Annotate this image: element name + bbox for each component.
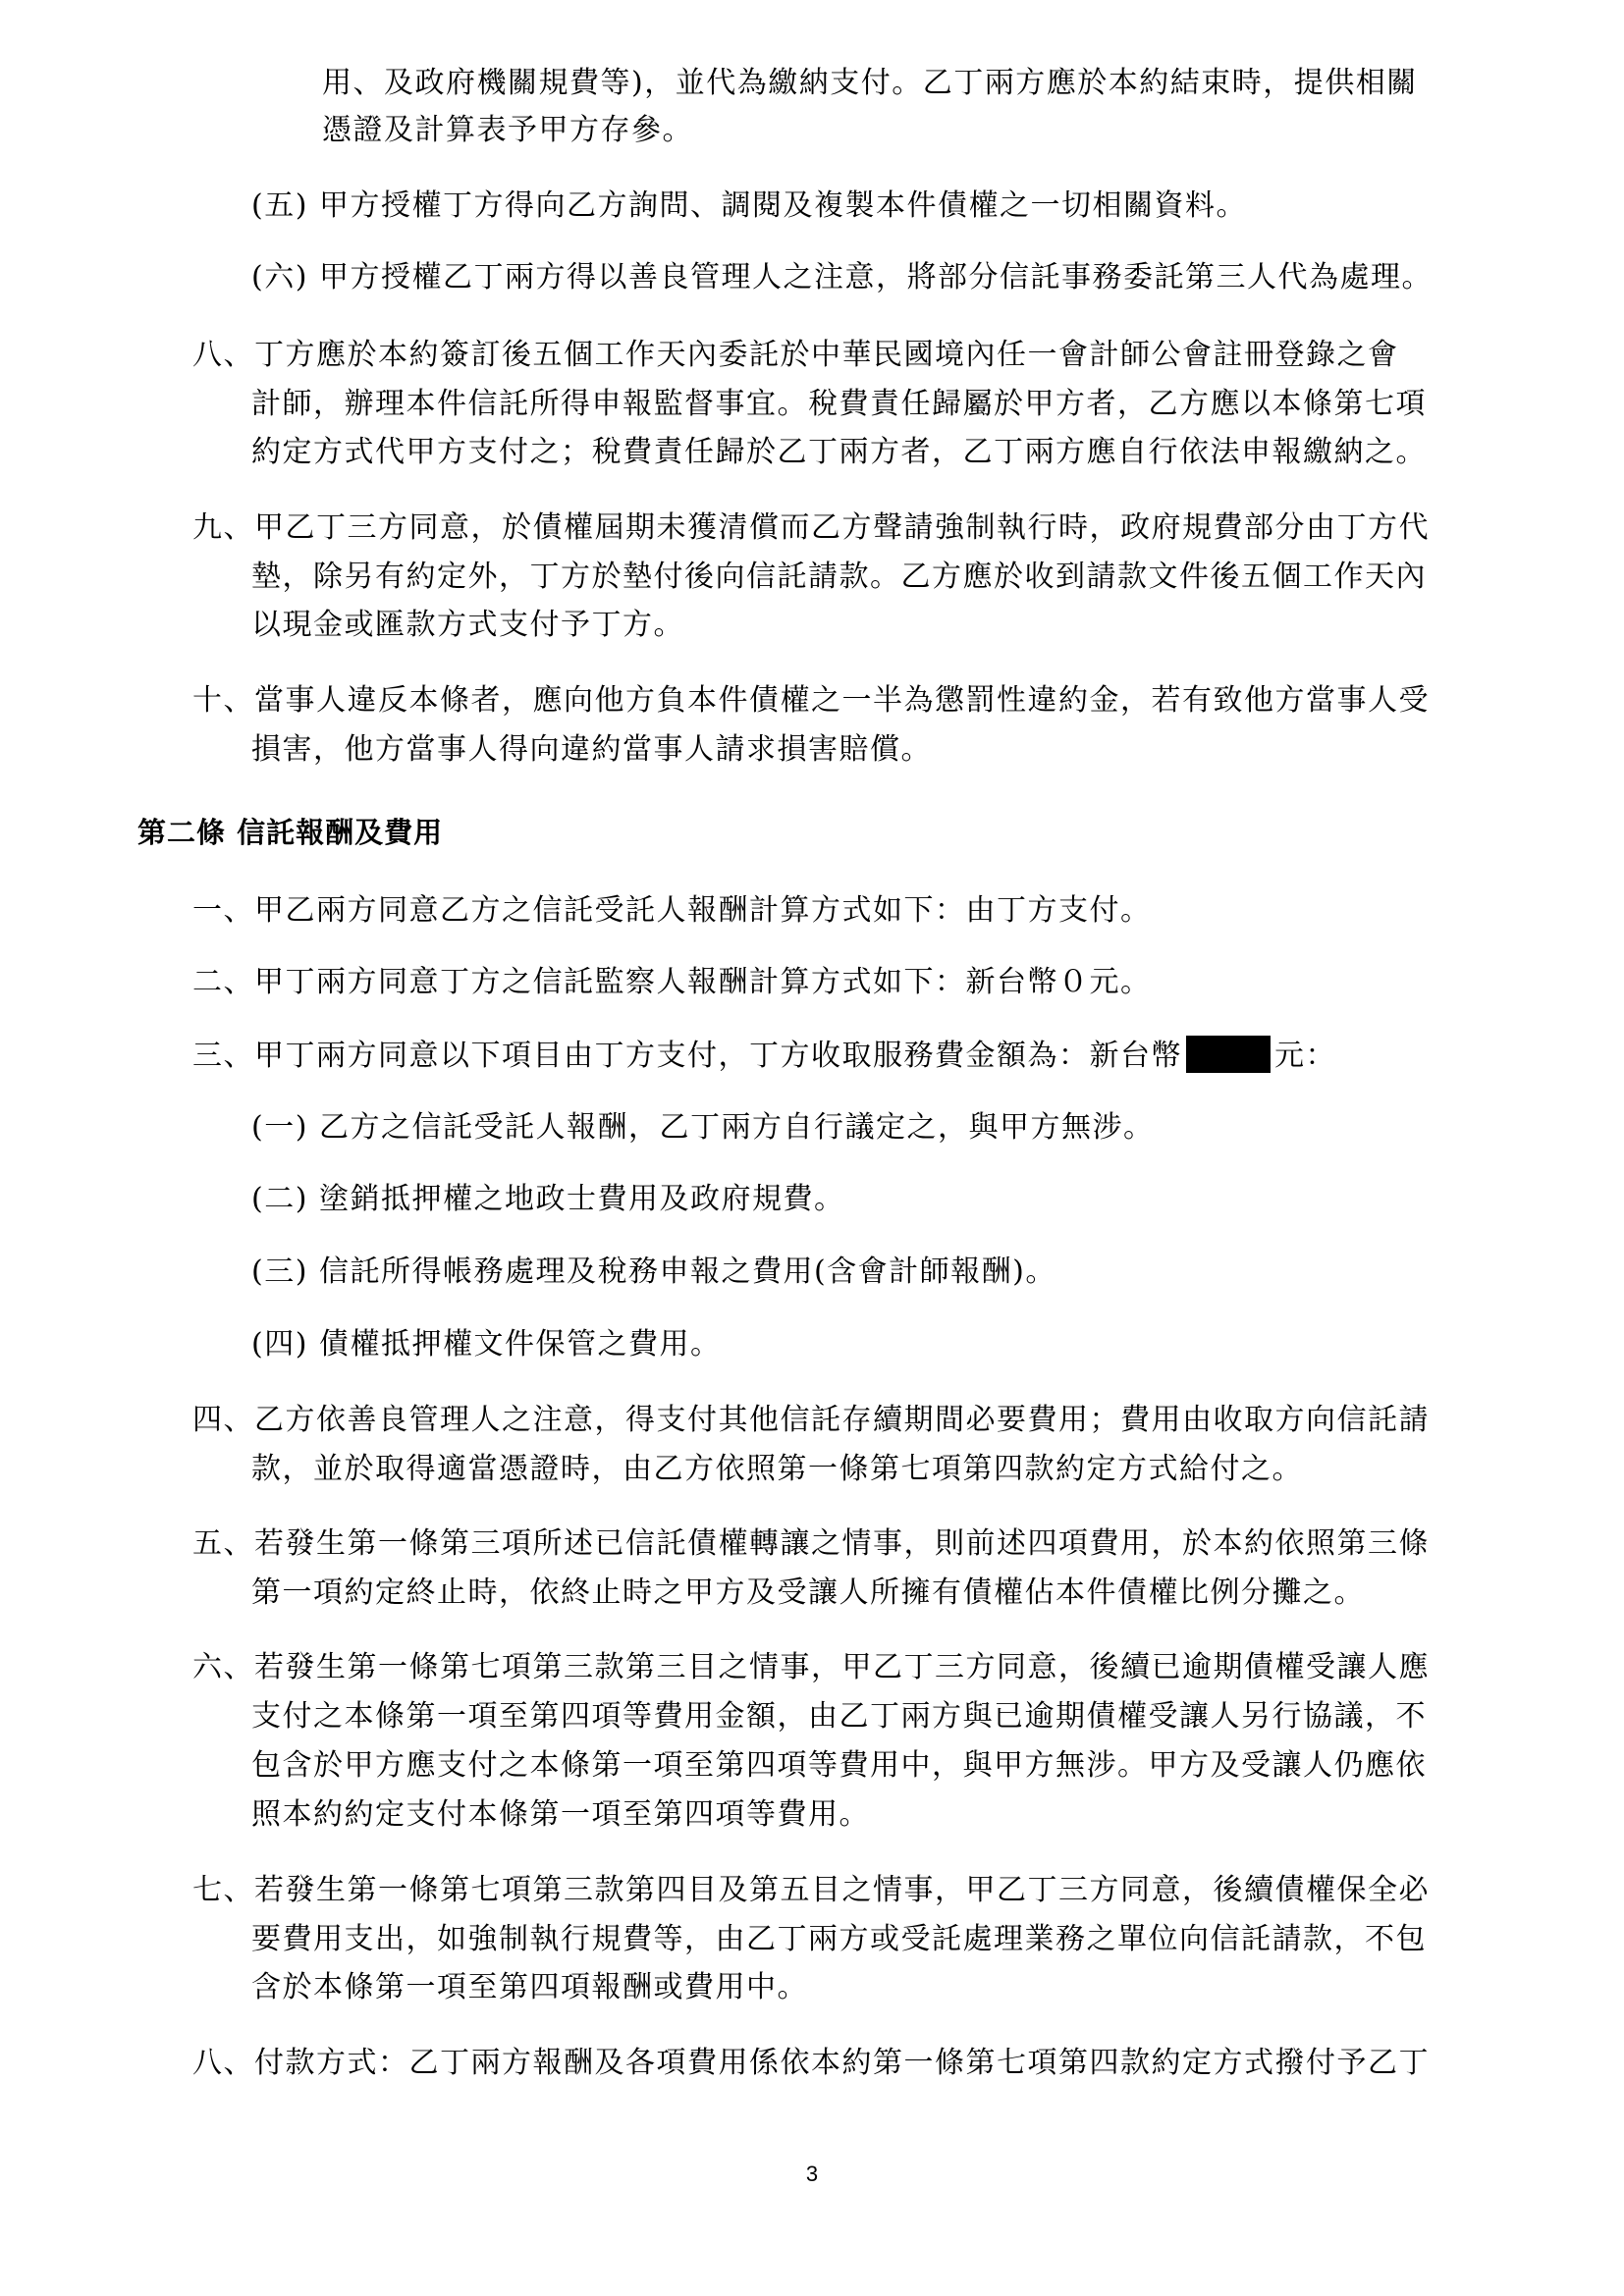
text-line: 約定方式代甲方支付之；稅費責任歸於乙丁兩方者，乙丁兩方應自行依法申報繳納之。 [251, 435, 1427, 469]
text-line: 十、當事人違反本條者，應向他方負本件債權之一半為懲罰性違約金，若有致他方當事人受 [192, 683, 1430, 718]
text-line: 款，並於取得適當憑證時，由乙方依照第一條第七項第四款約定方式給付之。 [251, 1452, 1303, 1486]
text-line: 墊，除另有約定外，丁方於墊付後向信託請款。乙方應於收到請款文件後五個工作天內 [251, 560, 1427, 594]
text-line: 憑證及計算表予甲方存參。 [322, 113, 693, 147]
text-line: 要費用支出，如強制執行規費等，由乙丁兩方或受託處理業務之單位向信託請款，不包 [251, 1922, 1427, 1956]
text-line: 含於本條第一項至第四項報酬或費用中。 [251, 1970, 808, 2004]
text-line: 計師，辦理本件信託所得申報監督事宜。稅費責任歸屬於甲方者，乙方應以本條第七項 [251, 387, 1427, 421]
item-3-suffix: 元： [1274, 1039, 1336, 1073]
text-line: 包含於甲方應支付之本條第一項至第四項等費用中，與甲方無涉。甲方及受讓人仍應依 [251, 1748, 1427, 1783]
text-line: (四) 債權抵押權文件保管之費用。 [251, 1327, 722, 1362]
text-line: (二) 塗銷抵押權之地政士費用及政府規費。 [251, 1182, 845, 1216]
text-line: 六、若發生第一條第七項第三款第三目之情事，甲乙丁三方同意，後續已逾期債權受讓人應 [192, 1650, 1430, 1684]
text-line: 一、甲乙兩方同意乙方之信託受託人報酬計算方式如下：由丁方支付。 [192, 893, 1152, 928]
text-line: 八、付款方式：乙丁兩方報酬及各項費用係依本約第一條第七項第四款約定方式撥付予乙丁 [192, 2046, 1430, 2080]
text-line: 支付之本條第一項至第四項等費用金額，由乙丁兩方與已逾期債權受讓人另行協議，不 [251, 1699, 1427, 1734]
text-line: 二、甲丁兩方同意丁方之信託監察人報酬計算方式如下：新台幣０元。 [192, 965, 1152, 999]
text-line: 七、若發生第一條第七項第三款第四目及第五目之情事，甲乙丁三方同意，後續債權保全必 [192, 1873, 1430, 1907]
text-line: 第一項約定終止時，依終止時之甲方及受讓人所擁有債權佔本件債權比例分攤之。 [251, 1575, 1365, 1610]
text-line: 損害，他方當事人得向違約當事人請求損害賠償。 [251, 732, 932, 767]
text-line: 照本約約定支付本條第一項至第四項等費用。 [251, 1797, 870, 1832]
item-3-text: 三、甲丁兩方同意以下項目由丁方支付，丁方收取服務費金額為：新台幣 [192, 1039, 1182, 1073]
item-3-line [192, 1036, 1336, 1076]
text-line: 四、乙方依善良管理人之注意，得支付其他信託存續期間必要費用；費用由收取方向信託請 [192, 1403, 1430, 1437]
text-line: (三) 信託所得帳務處理及稅務申報之費用(含會計師報酬)。 [251, 1255, 1056, 1289]
text-line: 用、及政府機關規費等)，並代為繳納支付。乙丁兩方應於本約結束時，提供相關 [322, 66, 1418, 100]
section-heading: 第二條 信託報酬及費用 [137, 816, 444, 849]
text-line: 八、丁方應於本約簽訂後五個工作天內委託於中華民國境內任一會計師公會註冊登錄之會 [192, 338, 1399, 372]
text-line: (五) 甲方授權丁方得向乙方詢問、調閱及複製本件債權之一切相關資料。 [251, 188, 1247, 223]
page-number: 3 [805, 2162, 819, 2186]
text-line: (六) 甲方授權乙丁兩方得以善良管理人之注意，將部分信託事務委託第三人代為處理。 [251, 260, 1433, 294]
redacted-amount [1186, 1036, 1271, 1073]
text-line: 以現金或匯款方式支付予丁方。 [251, 608, 684, 642]
text-line: 五、若發生第一條第三項所述已信託債權轉讓之情事，則前述四項費用，於本約依照第三條 [192, 1526, 1430, 1561]
text-line: 九、甲乙丁三方同意，於債權屆期未獲清償而乙方聲請強制執行時，政府規費部分由丁方代 [192, 510, 1430, 545]
text-line: (一) 乙方之信託受託人報酬，乙丁兩方自行議定之，與甲方無涉。 [251, 1110, 1155, 1145]
